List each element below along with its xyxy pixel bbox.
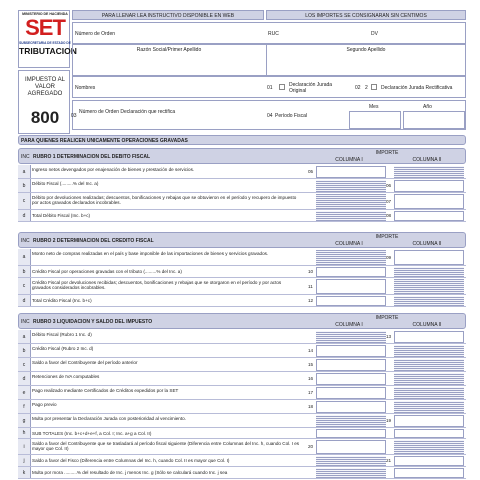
rubro3-row-g [18,414,466,428]
row-description: Monto neto de compras realizadas en el país y base imponible de las importaciones de bienes y servicios gravados. [32,251,269,256]
ruc-label: RUC [268,31,279,37]
row-letter: b [18,344,31,357]
form-number: 800 [30,108,60,127]
row-description: Multa por presentar la Declaración Jurada con posterioridad al vencimiento. [32,416,186,421]
row-letter: a [18,249,31,265]
mes-label: Mes [369,104,379,110]
field-number: 17 [308,390,314,395]
field-number [308,428,316,438]
amount-field-col1[interactable] [316,359,386,371]
row-description: Débito por devoluciones realizadas; descuentos, bonificaciones y rebajas que se obtuvieron en el período y recupero de impuesto por actos gravados declarados incobrables. [32,195,297,205]
rectificativa-label: Declaración Jurada Rectificativa [381,85,453,91]
name-row [72,44,466,76]
rubro1-col1: COLUMNA I [335,157,363,163]
row-description: Saldo a favor del Contribuyente del período anterior [32,360,138,365]
header-band-left [72,10,264,20]
row-description: Pago previo [32,402,57,407]
amount-field-col1[interactable] [316,267,386,277]
disabled-col2 [394,296,464,306]
tax-block [18,70,70,134]
disabled-col1 [316,211,386,221]
amount-field-col2[interactable] [394,250,464,265]
field-number: 06 [386,183,392,188]
amount-field-col1[interactable] [316,373,386,385]
order-number-field[interactable] [123,25,263,41]
code-03: 03 [71,113,77,119]
original-checkbox[interactable] [279,84,285,90]
field-number [386,467,394,478]
field-number: 14 [308,348,314,353]
field-number: 08 [386,213,392,218]
rubro2-row-a [18,249,466,266]
disabled-col1 [316,468,386,478]
row-description: Saldo a favor del Contribuyente que se trasladará al período fiscal siguiente (Diferencia entre Columnas del Inc. h, cuando Col. I es mayor que Col. II) [32,441,300,451]
rubro3-col1: COLUMNA I [335,322,363,328]
rubro3-row-i [18,439,466,455]
rubro2-col2: COLUMNA II [412,241,442,247]
rubro2-col1: COLUMNA I [335,241,363,247]
rubro1-row-b [18,179,466,193]
disabled-col1 [316,456,386,466]
rubro2-rows [0,249,480,309]
rubro3-row-h [18,428,466,439]
order-number-label: Número de Orden [75,31,116,37]
row-letter: i [18,439,31,454]
field-number: 21 [386,458,392,463]
logo-subtitle: SUBSECRETARIA DE ESTADO DE [19,41,71,45]
periodo-row [72,100,466,130]
row-letter: k [18,467,31,478]
rubro1-title: RUBRO 1 DETERMINACION DEL DEBITO FISCAL [33,154,151,160]
nombres-row [72,76,466,98]
row-letter: b [18,179,31,192]
row-letter: d [18,210,31,221]
amount-field-col1[interactable] [316,401,386,413]
code-02: 02 [355,85,361,91]
code-01: 01 [267,85,273,91]
rubro3-row-f [18,400,466,414]
row-description: Crédito Fiscal (Rubro 2 Inc. d) [32,346,94,351]
field-number: 10 [308,269,314,274]
row-description: SUB TOTALES (Inc. b+c+d+e+f, a Col. I; Inc. a+g a Col. II) [32,431,152,436]
original-label: Declaración Jurada Original [289,82,333,94]
section-title: PARA QUIENES REALICEN UNICAMENTE OPERACIONES GRAVADAS [21,138,188,144]
rubro2-row-b [18,266,466,278]
rubro3-row-c [18,358,466,372]
amount-field-col2[interactable] [394,331,464,343]
amount-field-col1[interactable] [316,166,386,178]
row-description: Saldo a favor del Fisco (Diferencia entre Columnas del Inc. h, cuando Col. II es mayor que Col. I) [32,458,230,463]
row-description: Crédito Fiscal por devoluciones recibidas; descuentos, bonificaciones y rebajas que se otorgaron en el período y por actos gravados considerados incobrables. [32,280,282,290]
rubro2-header [18,232,466,248]
dv-label: DV [371,31,378,37]
row-letter: d [18,372,31,385]
row-letter: a [18,165,31,178]
mes-field[interactable] [349,111,401,129]
rubro1-header [18,148,466,164]
rubro1-row-c [18,193,466,210]
disabled-col2 [394,387,464,399]
rubro3-header [18,313,466,329]
field-number: 13 [386,334,392,339]
amount-field-col2[interactable] [394,468,464,478]
amount-field-col1[interactable] [316,429,386,438]
nombres-label: Nombres [75,85,96,91]
razon-social-label: Razón Social/Primer Apellido [136,47,202,53]
field-number: 16 [308,376,314,381]
row-letter: a [18,330,31,343]
rubro1-rows [0,165,480,225]
row-description: Débito Fiscal (Rubro 1 Inc. d) [32,332,92,337]
rubro1-importe: IMPORTE [375,150,399,156]
row-description: Pago realizado mediante Certificados de Créditos expedidos por la SET [32,388,179,393]
disabled-col1 [316,331,386,343]
amount-field-col2[interactable] [394,180,464,192]
field-number: 15 [308,362,314,367]
field-number: 09 [386,255,392,260]
row-letter: j [18,455,31,466]
rubro2-inc: INC [21,238,30,244]
disabled-col1 [316,250,386,265]
disabled-col1 [316,415,386,427]
amount-field-col1[interactable] [316,387,386,399]
row-description: Total Débito Fiscal (Inc. b+c) [32,213,91,218]
field-number: 12 [308,298,314,303]
row-letter: d [18,295,31,306]
rectificativa-checkbox[interactable] [371,84,377,90]
row-letter: g [18,414,31,427]
rubro3-rows [0,330,480,480]
row-letter: e [18,386,31,399]
amount-field-col1[interactable] [316,345,386,357]
logo-word: TRIBUTACION [19,46,77,56]
header-band-right [266,10,466,20]
disabled-col2 [394,279,464,294]
amount-field-col2[interactable] [394,415,464,427]
ano-field[interactable] [403,111,465,129]
amount-field-col2[interactable] [394,211,464,221]
amount-field-col2[interactable] [394,429,464,438]
row-letter: h [18,428,31,438]
disabled-col2 [394,440,464,454]
rubro2-row-d [18,295,466,307]
rubro3-row-a [18,330,466,344]
disabled-col1 [316,180,386,192]
disabled-col2 [394,166,464,178]
rubro3-title: RUBRO 3 LIQUIDACION Y SALDO DEL IMPUESTO [33,319,153,325]
field-number: 18 [308,404,314,409]
field-number: 07 [386,199,392,204]
code-04: 04 [267,113,273,119]
ano-label: Año [423,104,432,110]
amount-field-col2[interactable] [394,194,464,209]
set-logo-letters: SET [25,15,65,40]
rubro3-row-j [18,455,466,467]
periodo-label: Período Fiscal [275,113,307,119]
disabled-col2 [394,345,464,357]
amount-field-col1[interactable] [316,279,386,294]
set-logo [21,17,69,39]
segundo-apellido-label: Segundo Apellido [346,47,386,53]
field-number: 11 [308,284,313,289]
rubro3-col2: COLUMNA II [412,322,442,328]
rubro2-importe: IMPORTE [375,234,399,240]
rubro3-row-e [18,386,466,400]
rubro3-inc: INC [21,319,30,325]
rubro2-title: RUBRO 2 DETERMINACION DEL CREDITO FISCAL [33,238,154,244]
section-title-band [18,135,466,145]
amount-field-col1[interactable] [316,296,386,306]
field-number: 19 [386,418,392,423]
rubro3-row-b [18,344,466,358]
row-description: Ingreso netos devengados por enajenación de bienes y prestación de servicios. [32,167,195,172]
rubro3-row-d [18,372,466,386]
disabled-col2 [394,359,464,371]
row-description: Crédito Fiscal por operaciones gravadas con el tributo (.........% del Inc. a) [32,269,182,274]
tax-name: IMPUESTO AL VALOR AGREGADO [25,77,65,97]
row-description: Débito Fiscal (.........% del Inc. a) [32,181,99,186]
row-letter: c [18,358,31,371]
rubro1-row-a [18,165,466,179]
rubro1-row-d [18,210,466,222]
instructions-note: PARA LLENAR LEA INSTRUCTIVO DISPONIBLE EN WEB [101,13,235,19]
disabled-col2 [394,267,464,277]
amount-field-col2[interactable] [394,456,464,466]
row-description: Total Crédito Fiscal (Inc. b+c) [32,298,92,303]
disabled-col2 [394,401,464,413]
row-letter: b [18,266,31,277]
row-letter: c [18,278,31,294]
disabled-col1 [316,194,386,209]
amounts-note: LOS IMPORTES SE CONSIGNARAN SIN CENTIMOS [305,13,427,19]
row-letter: f [18,400,31,413]
rubro3-importe: IMPORTE [375,315,399,321]
disabled-col2 [394,373,464,385]
code-2: 2 [365,85,368,91]
rubro1-col2: COLUMNA II [412,157,442,163]
row-description: Retenciones de IVA computables [32,374,100,379]
rubro3-row-k [18,467,466,479]
amount-field-col1[interactable] [316,440,386,454]
rubro1-inc: INC [21,154,30,160]
rubro2-row-c [18,278,466,295]
name-divider [266,45,267,75]
field-number: 20 [308,444,314,449]
ministry-label: MINISTERIO DE HACIENDA [22,12,68,16]
logo-block [18,10,77,68]
row-description: Multa por mora ..........% del resultado de Inc. j menos Inc. g (Sólo se calculará cuando Inc. j sea [32,470,228,475]
order-row [72,22,466,44]
field-number: 05 [308,169,314,174]
order-rectified-label: Número de Orden Declaración que rectifica [79,109,176,115]
row-letter: c [18,193,31,209]
